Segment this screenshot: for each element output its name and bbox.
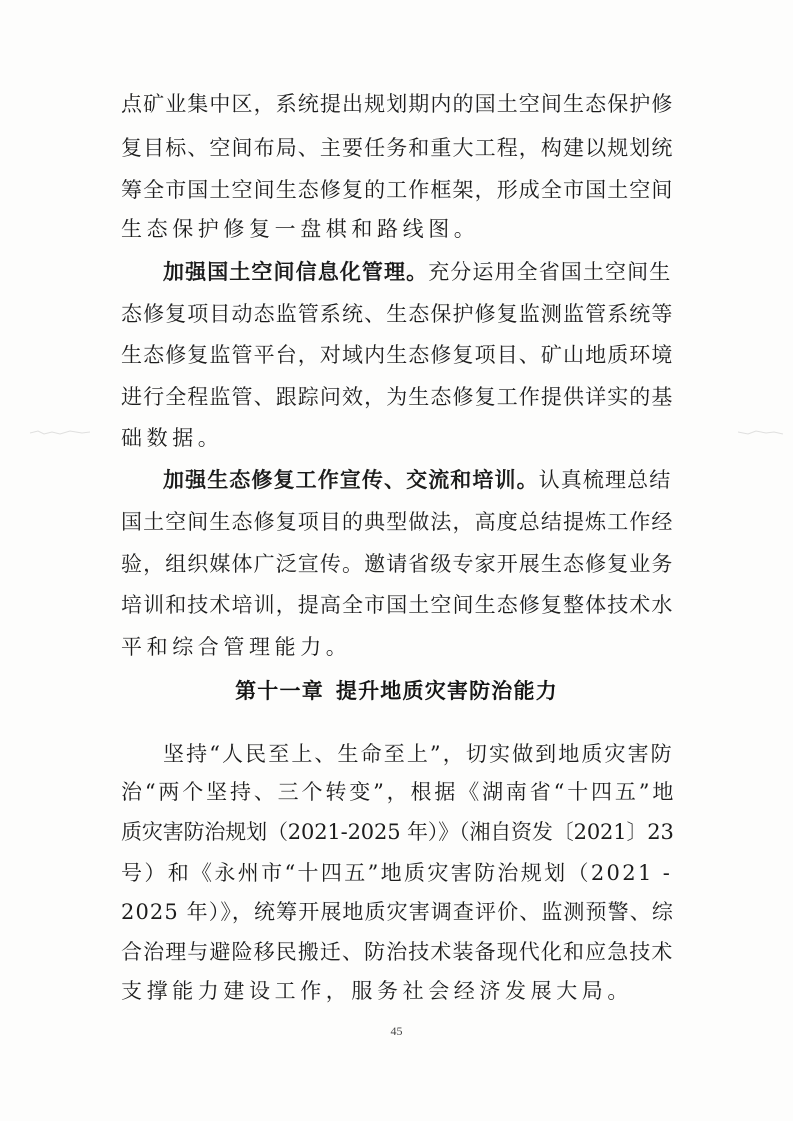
paragraph-4-line-4: 号）和《永州市“十四五”地质灾害防治规划（2021 -: [121, 861, 673, 885]
paragraph-2-line-1: [163, 257, 671, 287]
chapter-number: 第十一章: [235, 678, 324, 703]
paragraph-2-line-5: 础数据。: [121, 426, 224, 450]
paragraph-3-line-3: 验，组织媒体广泛宣传。邀请省级专家开展生态修复业务: [121, 552, 674, 576]
scan-bleed-mark-right: [738, 428, 783, 438]
chapter-title: 提升地质灾害防治能力: [335, 678, 558, 703]
paragraph-3-line-2: 国土空间生态修复项目的典型做法，高度总结提炼工作经: [121, 510, 674, 534]
scan-bleed-mark-left: [30, 428, 90, 438]
paragraph-2-first-line-rest: 充分运用全省国土空间生: [428, 260, 672, 284]
paragraph-2-line-4: 进行全程监管、跟踪问效，为生态修复工作提供详实的基: [121, 385, 674, 409]
paragraph-4-line-3: 质灾害防治规划（2021-2025 年）》（湘自资发〔2021〕23: [121, 820, 674, 844]
paragraph-2-line-2: 态修复项目动态监管系统、生态保护修复监测监管系统等: [121, 302, 674, 326]
page-number: 45: [390, 1024, 403, 1038]
paragraph-4-line-6: 合治理与避险移民搬迁、防治技术装备现代化和应急技术: [121, 940, 674, 964]
paragraph-3-line-1: [163, 465, 671, 495]
paragraph-1-line-1: 点矿业集中区，系统提出规划期内的国土空间生态保护修: [121, 92, 674, 116]
paragraph-4-line-1: 坚持“人民至上、生命至上”，切实做到地质灾害防: [163, 742, 674, 766]
paragraph-4-line-7: 支撑能力建设工作，服务社会经济发展大局。: [121, 979, 633, 1003]
paragraph-2-line-3: 生态修复监管平台，对域内生态修复项目、矿山地质环境: [121, 343, 674, 367]
paragraph-3-line-5: 平和综合管理能力。: [121, 635, 352, 659]
paragraph-4-line-5: 2025 年）》，统筹开展地质灾害调查评价、监测预警、综: [121, 900, 674, 924]
paragraph-1-line-3: 筹全市国土空间生态修复的工作框架，形成全市国土空间: [121, 178, 674, 202]
paragraph-3-first-line-rest: 认真梳理总结: [538, 468, 672, 492]
paragraph-4-line-2: 治“两个坚持、三个转变”，根据《湖南省“十四五”地: [121, 780, 677, 804]
paragraph-2-bold-lead: 加强国土空间信息化管理。: [163, 259, 429, 284]
paragraph-1-line-4: 生态保护修复一盘棋和路线图。: [121, 217, 480, 241]
paragraph-1-line-2: 复目标、空间布局、主要任务和重大工程，构建以规划统: [121, 136, 674, 160]
paragraph-3-bold-lead: 加强生态修复工作宣传、交流和培训。: [163, 467, 539, 492]
chapter-heading: [0, 676, 793, 706]
paragraph-3-line-4: 培训和技术培训，提高全市国土空间生态修复整体技术水: [121, 593, 674, 617]
